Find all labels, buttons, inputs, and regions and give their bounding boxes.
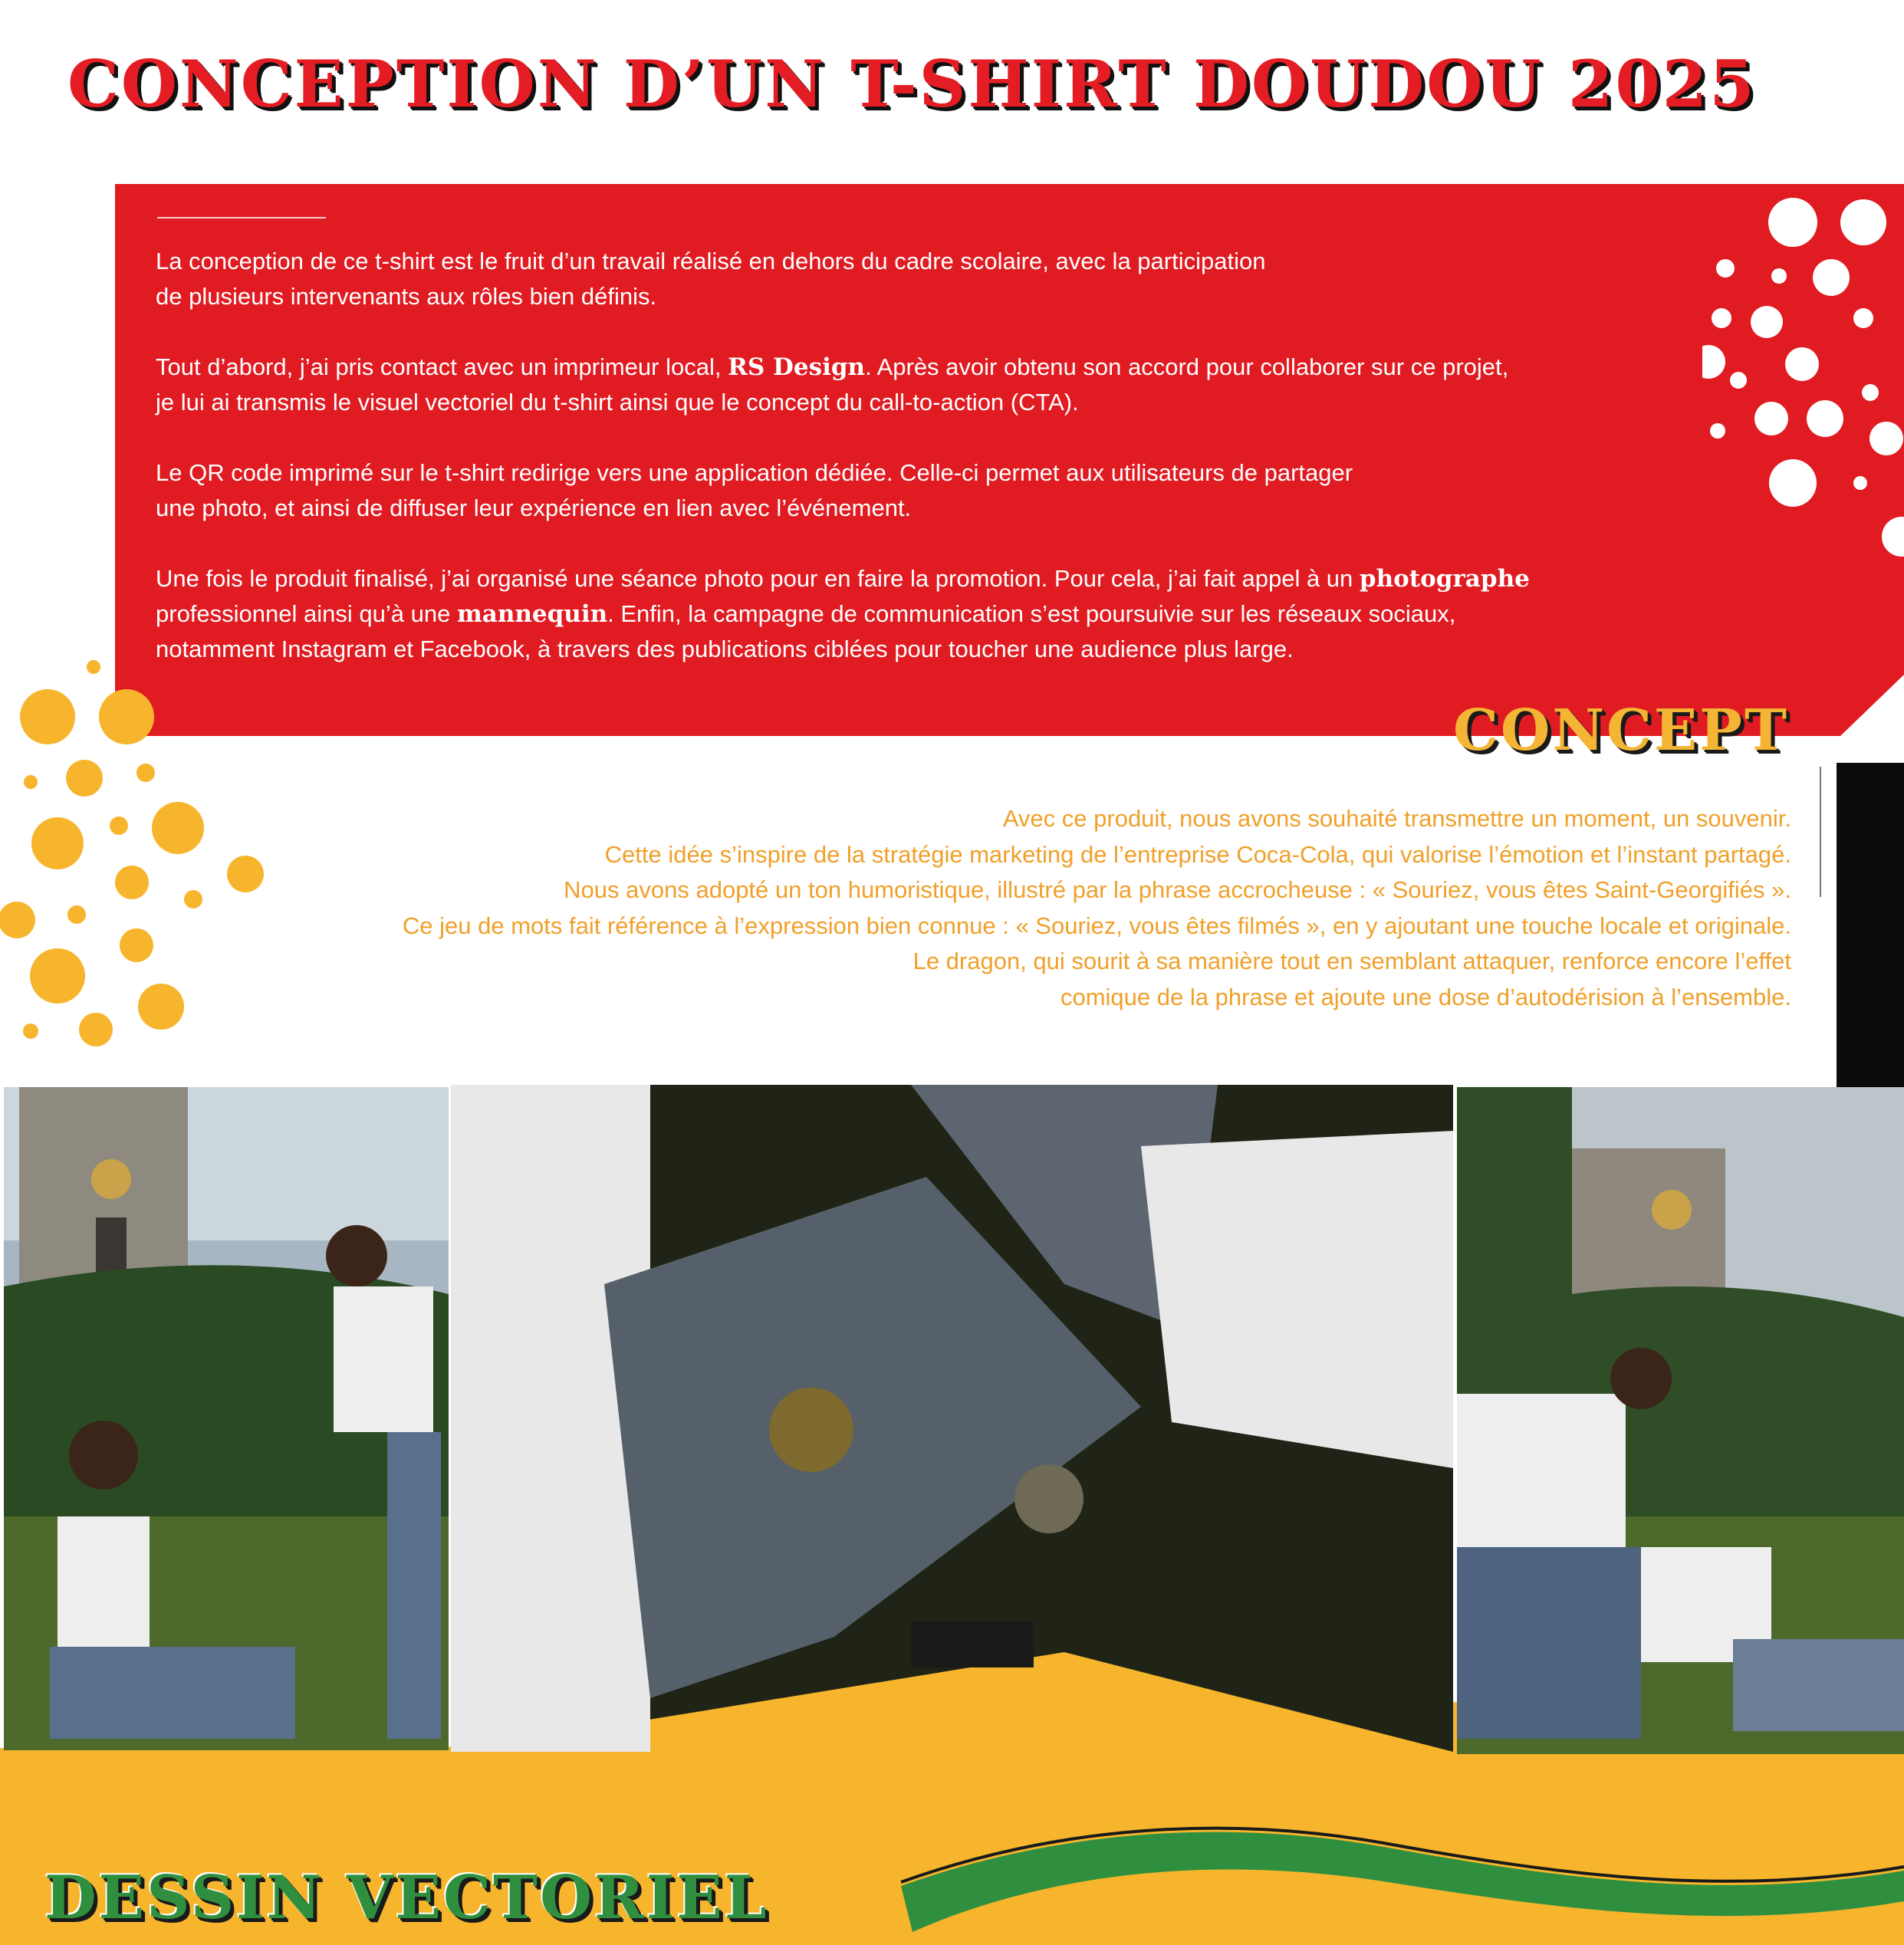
vector-section-title: DESSIN VECTORIEL — [44, 1863, 769, 1933]
photo-couple-tower — [4, 1087, 449, 1750]
intro-p2c: je lui ai transmis le visuel vectoriel du t-shirt ainsi que le concept du call-to-action (CTA). — [156, 389, 1079, 416]
intro-p2a: Tout d’abord, j’ai pris contact avec un imprimeur local, — [156, 353, 728, 380]
intro-p4b: professionnel ainsi qu’à une — [156, 600, 457, 627]
concept-title: CONCEPT — [1453, 698, 1790, 764]
photo-closeup-drinks — [451, 1085, 1453, 1752]
intro-p3: Le QR code imprimé sur le t-shirt redirige vers une application dédiée. Celle-ci permet aux utilisateurs de partager — [156, 459, 1353, 486]
intro-text — [156, 244, 1689, 702]
concept-line: Le dragon, qui sourit à sa manière tout en semblant attaquer, renforce encore l’effet — [913, 948, 1791, 974]
white-dots-decoration — [1702, 192, 1904, 575]
divider-line — [1820, 767, 1821, 897]
concept-line: Nous avons adopté un ton humoristique, illustré par la phrase accrocheuse : « Souriez, vous êtes Saint-Georgifiés ». — [564, 876, 1791, 903]
concept-line: Ce jeu de mots fait référence à l’expression bien connue : « Souriez, vous êtes filmés », en y ajoutant une touche locale et originale. — [402, 912, 1791, 939]
intro-p1: La conception de ce t-shirt est le fruit d’un travail réalisé en dehors du cadre scolaire, avec la participation — [156, 248, 1266, 274]
green-wave — [897, 1786, 1904, 1945]
intro-p4d: notamment Instagram et Facebook, à travers des publications ciblées pour toucher une audience plus large. — [156, 636, 1294, 662]
concept-line: Avec ce produit, nous avons souhaité transmettre un moment, un souvenir. — [1002, 805, 1791, 832]
intro-p2b: . Après avoir obtenu son accord pour collaborer sur ce projet, — [865, 353, 1509, 380]
concept-text — [219, 801, 1791, 1015]
intro-rule — [157, 217, 326, 218]
highlight-photographe: photographe — [1359, 565, 1530, 593]
intro-p4c: . Enfin, la campagne de communication s’est poursuivie sur les réseaux sociaux, — [607, 600, 1456, 627]
intro-p1b: de plusieurs intervenants aux rôles bien définis. — [156, 283, 657, 310]
intro-p3b: une photo, et ainsi de diffuser leur expérience en lien avec l’événement. — [156, 494, 912, 521]
highlight-mannequin: mannequin — [456, 600, 608, 628]
brand-rs-design: RS Design — [728, 353, 866, 381]
intro-p4a: Une fois le produit finalisé, j’ai organisé une séance photo pour en faire la promotion. Pour cela, j’ai fait appel à un — [156, 565, 1360, 592]
photo-couple-drink — [1457, 1087, 1904, 1754]
page-title: CONCEPTION D’UN T-SHIRT DOUDOU 2025 — [67, 46, 1757, 122]
concept-line: Cette idée s’inspire de la stratégie marketing de l’entreprise Coca-Cola, qui valorise l’émotion et l’instant partagé. — [604, 840, 1791, 868]
concept-line: comique de la phrase et ajoute une dose d’autodérision à l’ensemble. — [1060, 983, 1791, 1010]
